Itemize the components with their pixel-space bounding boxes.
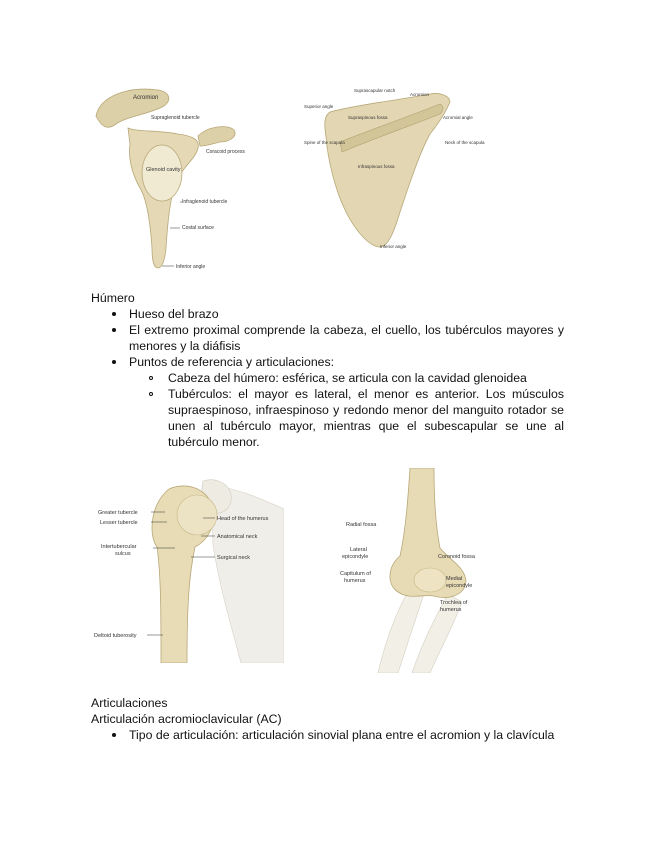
lbl-supraspinous-fossa: Supraspinous fossa — [348, 115, 388, 120]
lbl-anatomical-neck: Anatomical neck — [217, 534, 258, 540]
subbullet-tuberculos: Tubérculos: el mayor es lateral, el menor es anterior. Los músculos supraespinoso, infraespinoso y redondo menor del manguito rotador se unen al tubérculo mayor, mientras que el subescapular se une al tubérculo menor. — [168, 387, 564, 449]
lbl-spine-scapula: Spine of the scapula — [304, 140, 345, 145]
lbl-intertubercular-sulcus-2: sulcus — [115, 551, 131, 557]
bullet-puntos-referencia: Puntos de referencia y articulaciones: — [129, 355, 335, 369]
bullet-marker — [112, 328, 116, 332]
lbl-trochlea: Trochlea of — [440, 600, 468, 606]
lbl-trochlea-2: humerus — [440, 607, 462, 613]
lbl-lesser-tubercle: Lesser tubercle — [100, 520, 138, 526]
lbl-inferior-angle-1: Inferior angle — [176, 264, 206, 270]
lbl-suprascapular-notch: Suprascapular notch — [354, 88, 396, 93]
section-heading-articulaciones: Articulaciones — [91, 696, 168, 710]
lbl-coracoid: Coracoid process — [206, 149, 245, 155]
lbl-inferior-angle-2: Inferior angle — [380, 244, 407, 249]
lbl-capitulum: Capitulum of — [340, 571, 371, 577]
bullet-tipo-articulacion: Tipo de articulación: articulación sinovial plana entre el acromion y la clavícula — [129, 728, 555, 742]
bullet-marker — [112, 360, 116, 364]
lbl-acromial-angle: Acromial angle — [443, 115, 473, 120]
lbl-supraglenoid: Supraglenoid tubercle — [151, 115, 200, 121]
lbl-head-humerus: Head of the humerus — [217, 516, 269, 522]
scapula-lateral-figure — [88, 78, 248, 273]
lbl-surgical-neck: Surgical neck — [217, 555, 251, 561]
lbl-greater-tubercle: Greater tubercle — [98, 510, 138, 516]
lbl-neck-scapula: Neck of the scapula — [445, 140, 485, 145]
lbl-coronoid-fossa: Coronoid fossa — [438, 554, 475, 560]
subbullet-cabeza: Cabeza del húmero: esférica, se articula con la cavidad glenoidea — [168, 371, 527, 385]
bullet-marker — [112, 733, 116, 737]
lbl-acromion: Acromion — [133, 95, 159, 101]
humerus-proximal-illustration — [91, 475, 284, 663]
section-subheading-ac: Articulación acromioclavicular (AC) — [91, 712, 282, 726]
lbl-glenoid: Glenoid cavity — [146, 167, 181, 173]
subbullet-marker — [149, 376, 153, 380]
lbl-deltoid-tuberosity: Deltoid tuberosity — [94, 633, 137, 639]
lbl-radial-fossa: Radial fossa — [346, 522, 377, 528]
lbl-infraspinous-fossa: Infraspinous fossa — [358, 164, 395, 169]
humerus-distal-figure — [330, 468, 484, 673]
bullet-extremo-proximal: El extremo proximal comprende la cabeza, el cuello, los tubérculos mayores y menores y la diáfisis — [129, 323, 564, 353]
lbl-lateral-epicondyle: Lateral — [350, 547, 367, 553]
lbl-medial-epicondyle: Medial — [446, 576, 463, 582]
humerus-distal-illustration — [330, 468, 484, 673]
lbl-superior-angle: Superior angle — [304, 104, 334, 109]
lbl-medial-epicondyle-2: epicondyle — [446, 583, 473, 589]
scapula-lateral-illustration — [88, 78, 248, 273]
scapula-anterior-illustration — [300, 82, 485, 254]
bullet-marker — [112, 312, 116, 316]
humerus-proximal-figure — [91, 475, 284, 663]
subbullet-marker — [149, 392, 153, 396]
lbl-infraglenoid: Infraglenoid tubercle — [182, 199, 228, 205]
scapula-anterior-figure — [300, 82, 485, 254]
section-heading-humero: Húmero — [91, 291, 135, 305]
lbl-lateral-epicondyle-2: epicondyle — [342, 554, 369, 560]
lbl-capitulum-2: humerus — [344, 578, 366, 584]
lbl-intertubercular-sulcus: Intertubercular — [101, 544, 137, 550]
lbl-acromion-2: Acromion — [410, 92, 430, 97]
bullet-hueso-brazo: Hueso del brazo — [129, 307, 219, 321]
lbl-costal-surface: Costal surface — [182, 225, 214, 231]
